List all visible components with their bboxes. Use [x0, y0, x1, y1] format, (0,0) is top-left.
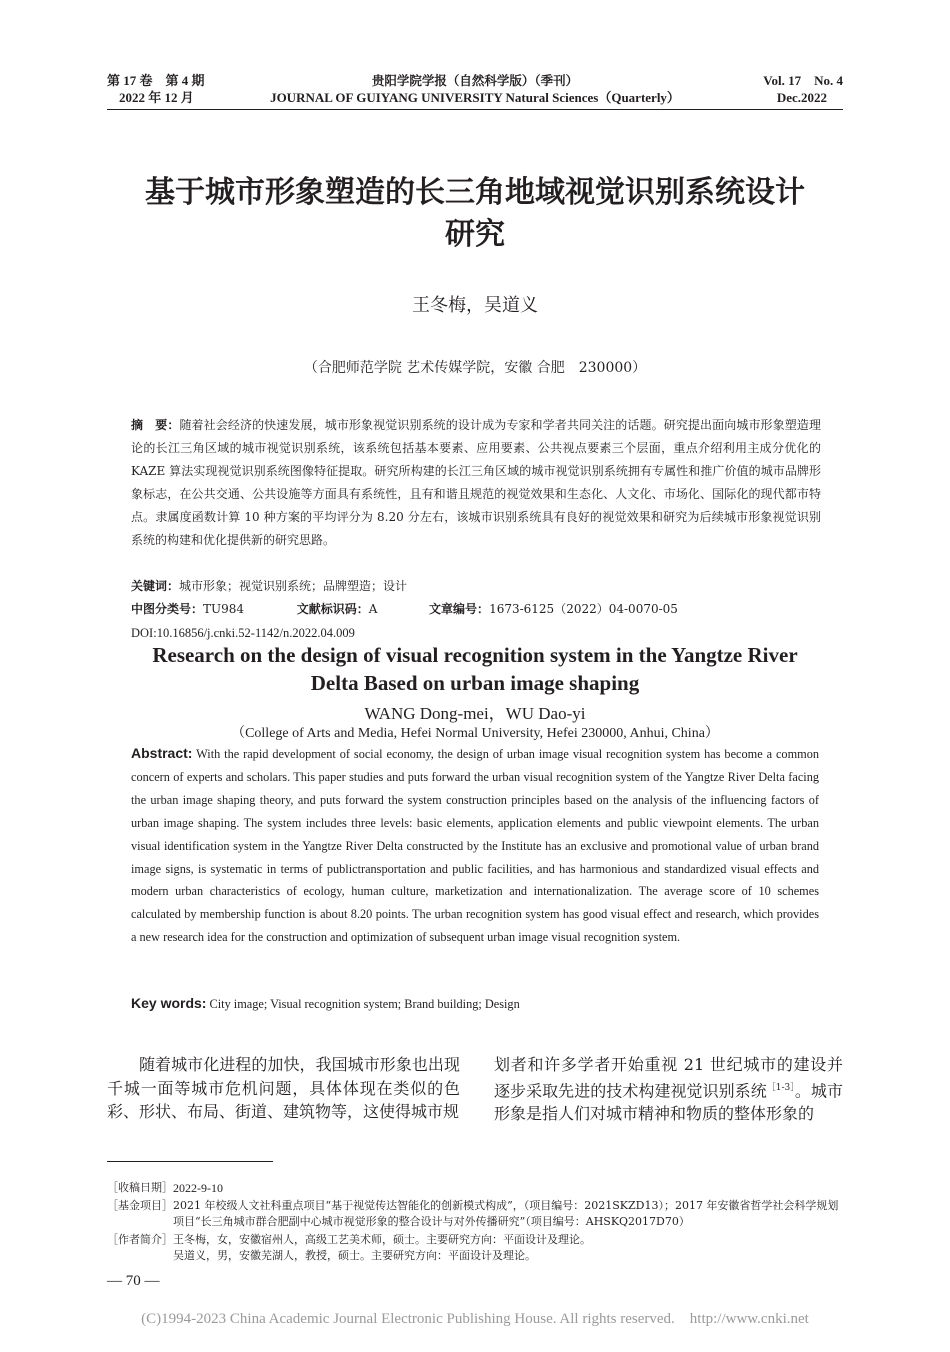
- doi: DOI:10.16856/j.cnki.52-1142/n.2022.04.009: [131, 626, 355, 640]
- article-no-value: 1673-6125（2022）04-0070-05: [489, 602, 678, 616]
- abstract-cn: [131, 414, 821, 552]
- title-cn-line1: 基于城市形象塑造的长三角地域视觉识别系统设计: [145, 175, 805, 210]
- citation-ref: ［1-3］: [766, 1082, 795, 1093]
- author-label: ［作者简介］: [107, 1233, 173, 1246]
- abstract-en: [131, 742, 819, 949]
- page-title-cn: [80, 172, 870, 256]
- abstract-en-label: Abstract:: [131, 745, 193, 761]
- author-bios: [173, 1232, 591, 1264]
- affiliation-en: （College of Arts and Media, Hefei Normal University, Hefei 230000, Anhui, China）: [231, 726, 719, 741]
- abstract-cn-text: 随着社会经济的快速发展，城市形象视觉识别系统的设计成为专家和学者共同关注的话题。研究提出面向城市形象塑造理论的长江三角区域的城市视觉识别系统，该系统包括基本要素、应用要素、公共视点要素三个层面，重点介绍利用主成分优化的 KAZE 算法实现视觉识别系统图像特征提取。研究所构建的长江三角区域的城市视觉识别系统拥有专属性和推广价值的城市品牌形象标志，在公共交通、公共设施等方面具有系统性，且有和谐且规范的视觉效果和生态化、人文化、市场化、国际化的现代都市特点。隶属度函数计算 10 种方案的平均评分为 8.20 分左右，该城市识别系统具有良好的视觉效果和研究为后续城市形象视觉识别系统的构建和优化提供新的研究思路。: [131, 418, 821, 547]
- copyright-line: (C)1994-2023 China Academic Journal Electronic Publishing House. All rights reserved. http://www.cnki.net: [141, 1311, 809, 1327]
- title-en-line2: Delta Based on urban image shaping: [310, 671, 640, 695]
- fund-label: ［基金项目］: [107, 1199, 173, 1212]
- doc-code-value: A: [368, 602, 378, 616]
- footnotes: [107, 1180, 847, 1264]
- abstract-en-text: With the rapid development of social economy, the design of urban image visual recognition system has become a common concern of experts and scholars. This paper studies and puts forward the urban visual recognition system of the Yangtze River Delta facing the urban image shaping theory, and puts forward the system construction principles based on the analysis of the influencing factors of urban image shaping. The system includes three levels: basic elements, application elements and public viewpoint elements. The urban visual identification system in the Yangtze River Delta constructed by the Institute has an exclusive and promotional value of urban brand image signs, is systematic in terms of publictransportation and public facilities, and has harmonious and standardized visual effects and modern urban characteristics of ecology, human culture, marketization and internationalization. The average score of 10 schemes calculated by membership function is about 8.20 points. The urban recognition system has good visual effect and research, which provides a new research idea for the construction and optimization of subsequent urban image visual recognition system.: [131, 747, 819, 945]
- header-vol-en: [680, 72, 843, 106]
- keywords-cn-text: 城市形象；视觉识别系统；品牌塑造；设计: [179, 579, 408, 593]
- keywords-en: [131, 992, 819, 1015]
- body-right-text-cont: 。城市形象是指人们对城市精神和物质的整体形象的: [494, 1080, 843, 1124]
- header-rule: [107, 109, 843, 110]
- footnote-author: [107, 1232, 847, 1264]
- header-vol-no: Vol. 17 No. 4: [763, 73, 843, 88]
- author-bio-1: 王冬梅，女，安徽宿州人，高级工艺美术师，硕士。主要研究方向：平面设计及理论。: [173, 1233, 591, 1246]
- footnote-rule: [107, 1161, 273, 1162]
- header-date: 2022 年 12 月: [119, 90, 194, 105]
- keywords-cn: [131, 577, 407, 595]
- authors-cn: 王冬梅，吴道义: [412, 295, 538, 316]
- header-journal: [200, 72, 750, 106]
- header-volume: 第 17 卷 第 4 期: [107, 73, 205, 88]
- body-right-text: 划者和许多学者开始重视 21 世纪城市的建设并逐步采取先进的技术构建视觉识别系统: [494, 1055, 843, 1100]
- article-no-label: 文章编号：: [429, 602, 490, 616]
- title-en-line1: Research on the design of visual recognition system in the Yangtze River: [152, 643, 798, 667]
- body-left-column: 随着城市化进程的加快，我国城市形象也出现千城一面等城市危机问题，具体体现在类似的色彩、形状、布局、街道、建筑物等，这使得城市规: [107, 1055, 460, 1121]
- footnote-fund: [107, 1198, 847, 1230]
- fund-text: 2021 年校级人文社科重点项目“基于视觉传达智能化的创新模式构成”，（项目编号：2021SKZD13）；2017 年安徽省哲学社会科学规划项目“长三角城市群合肥副中心城市视觉形象的整合设计与对外传播研究”（项目编号：AHSKQ2017D70）: [173, 1199, 839, 1228]
- body-right-column: [494, 1053, 843, 1126]
- page-title-en: [90, 641, 860, 697]
- received-label: ［收稿日期］: [107, 1181, 173, 1194]
- header-dec: Dec.2022: [776, 90, 827, 105]
- classification-row: [131, 600, 831, 618]
- keywords-cn-label: 关键词：: [131, 579, 180, 593]
- header-volume-issue: [107, 72, 205, 106]
- title-cn-line2: 研究: [445, 217, 505, 252]
- authors-en: WANG Dong-mei，WU Dao-yi: [364, 704, 586, 723]
- keywords-en-text: City image; Visual recognition system; Brand building; Design: [206, 997, 520, 1011]
- keywords-en-label: Key words:: [131, 995, 207, 1011]
- clc-label: 中图分类号：: [131, 602, 204, 616]
- received-date: 2022-9-10: [173, 1181, 223, 1195]
- abstract-cn-label: 摘 要：: [131, 418, 180, 432]
- author-bio-2: 吴道义，男，安徽芜湖人，教授，硕士。主要研究方向：平面设计及理论。: [173, 1249, 536, 1262]
- affiliation-cn: （合肥师范学院 艺术传媒学院，安徽 合肥 230000）: [303, 360, 647, 376]
- header-journal-en: JOURNAL OF GUIYANG UNIVERSITY Natural Sciences（Quarterly）: [270, 90, 680, 105]
- doc-code-label: 文献标识码：: [296, 602, 369, 616]
- page-number: — 70 —: [107, 1273, 160, 1289]
- clc-value: TU984: [203, 602, 245, 616]
- footnote-received: [107, 1180, 847, 1196]
- header-journal-cn: 贵阳学院学报（自然科学版）（季刊）: [371, 73, 579, 88]
